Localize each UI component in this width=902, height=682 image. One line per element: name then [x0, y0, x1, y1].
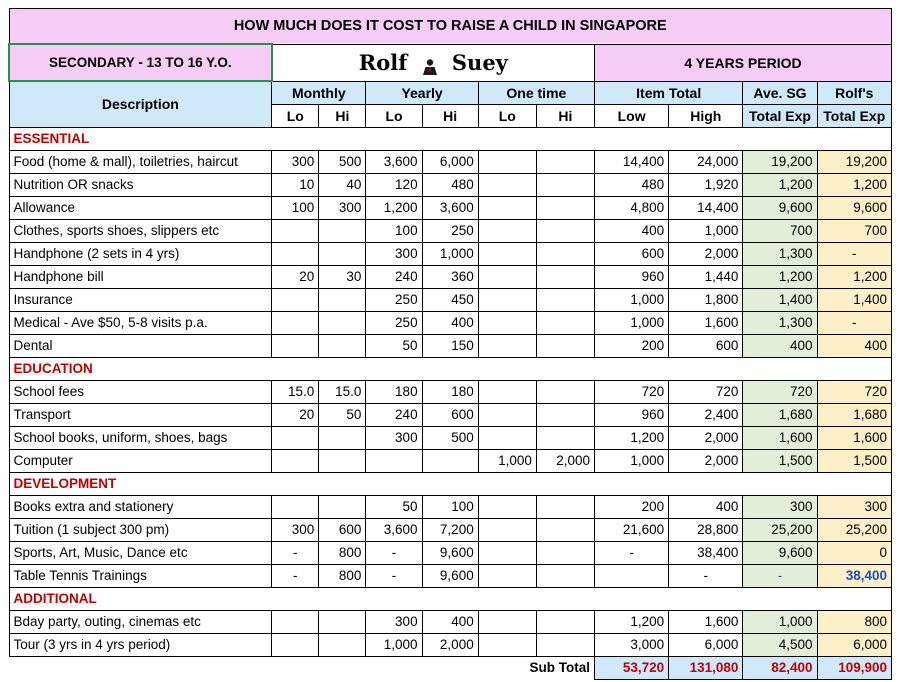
cell-description[interactable]: Insurance [9, 288, 272, 311]
logo-right: Suey [451, 50, 508, 75]
table-row [9, 219, 892, 242]
yearly-header[interactable]: Yearly [366, 81, 478, 104]
logo [272, 44, 595, 81]
cell-one-time-lo[interactable] [478, 196, 536, 219]
cell-rolfs-total[interactable]: 300 [817, 495, 891, 518]
cell-description[interactable]: School fees [9, 380, 272, 403]
cell-yearly-hi[interactable]: 500 [422, 426, 478, 449]
yearly-hi-header[interactable]: Hi [422, 104, 478, 127]
cell-description[interactable]: Dental [9, 334, 272, 357]
cell-yearly-hi[interactable]: 9,600 [422, 564, 478, 587]
cell-monthly-lo[interactable]: 100 [272, 196, 319, 219]
cell-item-high[interactable]: 400 [669, 495, 743, 518]
cell-rolfs-total[interactable]: 1,200 [817, 173, 891, 196]
cell-monthly-lo[interactable]: 15.0 [272, 380, 319, 403]
cell-rolfs-total[interactable]: 1,200 [817, 265, 891, 288]
cell-monthly-lo[interactable]: 300 [272, 150, 319, 173]
cell-one-time-hi[interactable] [536, 288, 594, 311]
cell-ave-sg-total[interactable]: - [743, 564, 817, 587]
cell-rolfs-total[interactable]: 1,600 [817, 426, 891, 449]
item-low-header[interactable]: Low [595, 104, 669, 127]
period-label[interactable]: 4 YEARS PERIOD [595, 44, 892, 81]
cell-yearly-lo[interactable] [366, 449, 422, 472]
cell-yearly-hi[interactable]: 150 [422, 334, 478, 357]
item-total-header[interactable]: Item Total [595, 81, 743, 104]
one-time-header[interactable]: One time [478, 81, 594, 104]
cell-monthly-hi[interactable]: 500 [319, 150, 366, 173]
cell-one-time-hi[interactable] [536, 541, 594, 564]
cell-monthly-lo[interactable]: 20 [272, 265, 319, 288]
title-row [9, 9, 892, 45]
cell-rolfs-total[interactable]: 0 [817, 541, 891, 564]
table-row [9, 173, 892, 196]
cell-one-time-hi[interactable] [536, 219, 594, 242]
monthly-lo-header[interactable]: Lo [272, 104, 319, 127]
cell-yearly-lo[interactable]: 300 [366, 426, 422, 449]
cell-one-time-hi[interactable] [536, 380, 594, 403]
cell-description[interactable]: Handphone bill [9, 265, 272, 288]
cell-item-high[interactable]: 2,000 [669, 242, 743, 265]
cell-one-time-lo[interactable] [478, 633, 536, 656]
cell-description[interactable]: Food (home & mall), toiletries, haircut [9, 150, 272, 173]
cell-item-low[interactable]: 1,200 [595, 426, 669, 449]
cell-ave-sg-total[interactable]: 1,500 [743, 449, 817, 472]
cell-ave-sg-total[interactable]: 19,200 [743, 150, 817, 173]
table-row [9, 196, 892, 219]
cell-monthly-lo[interactable] [272, 426, 319, 449]
subtotal-label: Sub Total [529, 660, 590, 676]
description-header[interactable]: Description [9, 81, 272, 127]
subtotal-high[interactable]: 131,080 [669, 656, 743, 679]
cell-monthly-lo[interactable] [272, 242, 319, 265]
cell-monthly-hi[interactable] [319, 610, 366, 633]
cell-yearly-hi[interactable]: 450 [422, 288, 478, 311]
cell-rolfs-total[interactable]: - [817, 311, 891, 334]
cell-one-time-hi[interactable]: 2,000 [536, 449, 594, 472]
cell-item-low[interactable]: 960 [595, 265, 669, 288]
cell-rolfs-total[interactable]: 400 [817, 334, 891, 357]
cell-ave-sg-total[interactable]: 4,500 [743, 633, 817, 656]
cell-ave-sg-total[interactable]: 720 [743, 380, 817, 403]
cell-yearly-hi[interactable]: 6,000 [422, 150, 478, 173]
cell-yearly-lo[interactable]: 300 [366, 610, 422, 633]
cell-yearly-hi[interactable]: 400 [422, 610, 478, 633]
cell-yearly-hi[interactable]: 100 [422, 495, 478, 518]
monthly-header[interactable]: Monthly [272, 81, 366, 104]
cell-ave-sg-total[interactable]: 9,600 [743, 541, 817, 564]
cell-monthly-hi[interactable]: 30 [319, 265, 366, 288]
cell-description[interactable]: Nutrition OR snacks [9, 173, 272, 196]
sheet-title[interactable]: HOW MUCH DOES IT COST TO RAISE A CHILD IN SINGAPORE [9, 9, 892, 45]
cell-description[interactable]: Clothes, sports shoes, slippers etc [9, 219, 272, 242]
cell-one-time-lo[interactable]: 1,000 [478, 449, 536, 472]
cell-item-high[interactable]: 600 [669, 334, 743, 357]
cell-ave-sg-total[interactable]: 1,400 [743, 288, 817, 311]
cell-one-time-hi[interactable] [536, 311, 594, 334]
table-row [9, 633, 892, 656]
cell-description[interactable]: Allowance [9, 196, 272, 219]
section-row-additional [9, 587, 892, 610]
cell-ave-sg-total[interactable]: 1,000 [743, 610, 817, 633]
cell-description[interactable]: Table Tennis Trainings [9, 564, 272, 587]
cell-one-time-lo[interactable] [478, 288, 536, 311]
cell-monthly-hi[interactable] [319, 334, 366, 357]
cell-one-time-hi[interactable] [536, 518, 594, 541]
secondary-label[interactable]: SECONDARY - 13 TO 16 Y.O. [9, 44, 272, 81]
cell-monthly-lo[interactable] [272, 311, 319, 334]
column-header-row-1 [9, 81, 892, 104]
table-row [9, 426, 892, 449]
cell-item-high[interactable]: 6,000 [669, 633, 743, 656]
cell-ave-sg-total[interactable]: 400 [743, 334, 817, 357]
cell-one-time-hi[interactable] [536, 610, 594, 633]
cell-rolfs-total[interactable]: 1,680 [817, 403, 891, 426]
cell-item-low[interactable]: 4,800 [595, 196, 669, 219]
table-row [9, 610, 892, 633]
cell-monthly-hi[interactable] [319, 426, 366, 449]
cell-description[interactable]: Medical - Ave $50, 5-8 visits p.a. [9, 311, 272, 334]
cell-item-high[interactable]: 2,000 [669, 449, 743, 472]
cell-monthly-lo[interactable] [272, 495, 319, 518]
table-row [9, 564, 892, 587]
cell-monthly-hi[interactable] [319, 242, 366, 265]
subtotal-rolfs[interactable]: 109,900 [817, 656, 891, 679]
section-row-education [9, 357, 892, 380]
cell-item-low[interactable]: 200 [595, 334, 669, 357]
cell-item-low[interactable]: 1,000 [595, 449, 669, 472]
table-row [9, 150, 892, 173]
cell-one-time-lo[interactable] [478, 541, 536, 564]
cell-one-time-lo[interactable] [478, 242, 536, 265]
cell-description[interactable]: Handphone (2 sets in 4 yrs) [9, 242, 272, 265]
cell-yearly-hi[interactable]: 480 [422, 173, 478, 196]
cell-monthly-hi[interactable]: 300 [319, 196, 366, 219]
cell-one-time-hi[interactable] [536, 426, 594, 449]
cell-rolfs-total[interactable]: 700 [817, 219, 891, 242]
cell-one-time-lo[interactable] [478, 173, 536, 196]
cell-item-high[interactable]: - [669, 564, 743, 587]
cell-rolfs-total[interactable]: 6,000 [817, 633, 891, 656]
rolfs-header[interactable]: Rolf's [817, 81, 891, 104]
cell-one-time-hi[interactable] [536, 173, 594, 196]
cell-yearly-lo[interactable]: 3,600 [366, 518, 422, 541]
cell-monthly-hi[interactable]: 15.0 [319, 380, 366, 403]
cell-item-high[interactable]: 1,000 [669, 219, 743, 242]
table-row [9, 541, 892, 564]
table-row [9, 380, 892, 403]
cell-rolfs-total[interactable]: 1,400 [817, 288, 891, 311]
cell-monthly-lo[interactable]: 20 [272, 403, 319, 426]
cell-one-time-hi[interactable] [536, 334, 594, 357]
cell-monthly-hi[interactable] [319, 449, 366, 472]
table-row [9, 242, 892, 265]
cell-monthly-hi[interactable]: 600 [319, 518, 366, 541]
cell-description[interactable]: Computer [9, 449, 272, 472]
cell-item-high[interactable]: 1,800 [669, 288, 743, 311]
cell-ave-sg-total[interactable]: 1,200 [743, 265, 817, 288]
cell-ave-sg-total[interactable]: 25,200 [743, 518, 817, 541]
cell-ave-sg-total[interactable]: 300 [743, 495, 817, 518]
cell-one-time-lo[interactable] [478, 610, 536, 633]
cell-item-low[interactable]: 1,000 [595, 288, 669, 311]
cell-one-time-hi[interactable] [536, 242, 594, 265]
cell-item-high[interactable]: 1,600 [669, 610, 743, 633]
cell-monthly-hi[interactable] [319, 219, 366, 242]
cell-yearly-lo[interactable]: - [366, 541, 422, 564]
cell-item-high[interactable]: 38,400 [669, 541, 743, 564]
table-row [9, 288, 892, 311]
cell-description[interactable]: Sports, Art, Music, Dance etc [9, 541, 272, 564]
cell-yearly-lo[interactable]: 250 [366, 311, 422, 334]
table-row [9, 518, 892, 541]
item-high-header[interactable]: High [669, 104, 743, 127]
cell-item-low[interactable]: 21,600 [595, 518, 669, 541]
cell-rolfs-total[interactable]: - [817, 242, 891, 265]
ave-sg-header[interactable]: Ave. SG [743, 81, 817, 104]
table-row [9, 311, 892, 334]
cell-one-time-lo[interactable] [478, 403, 536, 426]
cell-monthly-hi[interactable] [319, 633, 366, 656]
section-label[interactable]: DEVELOPMENT [9, 472, 892, 495]
cell-ave-sg-total[interactable]: 1,300 [743, 311, 817, 334]
cell-yearly-lo[interactable]: 1,000 [366, 633, 422, 656]
cell-monthly-hi[interactable] [319, 495, 366, 518]
cell-item-high[interactable]: 1,600 [669, 311, 743, 334]
cell-yearly-hi[interactable]: 9,600 [422, 541, 478, 564]
person-silhouette-icon [421, 56, 439, 74]
cell-description[interactable]: Tuition (1 subject 300 pm) [9, 518, 272, 541]
cell-item-low[interactable]: 720 [595, 380, 669, 403]
cell-item-low[interactable]: 3,000 [595, 633, 669, 656]
section-label[interactable]: ESSENTIAL [9, 127, 892, 150]
logo-left: Rolf [358, 50, 408, 75]
table-row [9, 334, 892, 357]
cell-item-high[interactable]: 2,000 [669, 426, 743, 449]
table-row [9, 495, 892, 518]
cell-yearly-hi[interactable]: 600 [422, 403, 478, 426]
subtotal-low[interactable]: 53,720 [595, 656, 669, 679]
cell-one-time-lo[interactable] [478, 265, 536, 288]
cell-monthly-lo[interactable]: 10 [272, 173, 319, 196]
cell-one-time-hi[interactable] [536, 495, 594, 518]
cell-item-high[interactable]: 24,000 [669, 150, 743, 173]
cell-yearly-lo[interactable]: 180 [366, 380, 422, 403]
cell-one-time-hi[interactable] [536, 196, 594, 219]
cell-yearly-hi[interactable]: 1,000 [422, 242, 478, 265]
cell-one-time-lo[interactable] [478, 380, 536, 403]
cell-item-low[interactable]: 1,000 [595, 311, 669, 334]
cell-item-low[interactable]: 600 [595, 242, 669, 265]
cell-yearly-hi[interactable] [422, 449, 478, 472]
cell-description[interactable]: School books, uniform, shoes, bags [9, 426, 272, 449]
section-label[interactable]: ADDITIONAL [9, 587, 892, 610]
cell-ave-sg-total[interactable]: 1,200 [743, 173, 817, 196]
cell-item-low[interactable]: 400 [595, 219, 669, 242]
cell-ave-sg-total[interactable]: 700 [743, 219, 817, 242]
cell-yearly-hi[interactable]: 360 [422, 265, 478, 288]
cell-yearly-hi[interactable]: 7,200 [422, 518, 478, 541]
cell-monthly-hi[interactable] [319, 311, 366, 334]
cell-yearly-hi[interactable]: 400 [422, 311, 478, 334]
cell-item-high[interactable]: 28,800 [669, 518, 743, 541]
section-label[interactable]: EDUCATION [9, 357, 892, 380]
cell-one-time-hi[interactable] [536, 633, 594, 656]
cell-monthly-lo[interactable] [272, 449, 319, 472]
cell-one-time-lo[interactable] [478, 334, 536, 357]
cell-description[interactable]: Tour (3 yrs in 4 yrs period) [9, 633, 272, 656]
cell-ave-sg-total[interactable]: 1,300 [743, 242, 817, 265]
cell-yearly-lo[interactable]: 240 [366, 265, 422, 288]
cell-item-low[interactable] [595, 564, 669, 587]
cell-yearly-hi[interactable]: 3,600 [422, 196, 478, 219]
cell-monthly-hi[interactable]: 40 [319, 173, 366, 196]
cell-item-high[interactable]: 14,400 [669, 196, 743, 219]
section-row-essential [9, 127, 892, 150]
cell-item-high[interactable]: 1,440 [669, 265, 743, 288]
cell-ave-sg-total[interactable]: 9,600 [743, 196, 817, 219]
cell-one-time-hi[interactable] [536, 403, 594, 426]
cell-one-time-lo[interactable] [478, 311, 536, 334]
cell-one-time-lo[interactable] [478, 495, 536, 518]
cell-rolfs-total[interactable]: 9,600 [817, 196, 891, 219]
rolfs-total-header[interactable]: Total Exp [817, 104, 891, 127]
cell-monthly-lo[interactable]: - [272, 541, 319, 564]
cell-description[interactable]: Books extra and stationery [9, 495, 272, 518]
cell-rolfs-total[interactable]: 720 [817, 380, 891, 403]
cell-yearly-hi[interactable]: 250 [422, 219, 478, 242]
cell-item-low[interactable]: 480 [595, 173, 669, 196]
cell-yearly-lo[interactable]: - [366, 564, 422, 587]
cell-one-time-hi[interactable] [536, 150, 594, 173]
cell-yearly-lo[interactable]: 300 [366, 242, 422, 265]
cell-yearly-lo[interactable]: 240 [366, 403, 422, 426]
cell-monthly-lo[interactable] [272, 633, 319, 656]
cell-yearly-lo[interactable]: 250 [366, 288, 422, 311]
cell-yearly-lo[interactable]: 50 [366, 334, 422, 357]
cost-table [8, 8, 892, 680]
cell-monthly-hi[interactable] [319, 288, 366, 311]
ave-sg-total-header[interactable]: Total Exp [743, 104, 817, 127]
cell-item-high[interactable]: 1,920 [669, 173, 743, 196]
cell-yearly-lo[interactable]: 100 [366, 219, 422, 242]
cell-yearly-hi[interactable]: 2,000 [422, 633, 478, 656]
cell-monthly-lo[interactable] [272, 288, 319, 311]
one-time-hi-header[interactable]: Hi [536, 104, 594, 127]
cell-monthly-hi[interactable]: 800 [319, 564, 366, 587]
cell-description[interactable]: Transport [9, 403, 272, 426]
cell-one-time-lo[interactable] [478, 219, 536, 242]
cell-one-time-hi[interactable] [536, 265, 594, 288]
cell-item-high[interactable]: 720 [669, 380, 743, 403]
cell-rolfs-total[interactable]: 25,200 [817, 518, 891, 541]
cell-one-time-lo[interactable] [478, 564, 536, 587]
table-row [9, 265, 892, 288]
cell-one-time-hi[interactable] [536, 564, 594, 587]
subheader-row [9, 44, 892, 81]
cell-description[interactable]: Bday party, outing, cinemas etc [9, 610, 272, 633]
cell-rolfs-total[interactable]: 19,200 [817, 150, 891, 173]
table-row [9, 403, 892, 426]
cell-item-low[interactable]: 14,400 [595, 150, 669, 173]
cell-yearly-lo[interactable]: 50 [366, 495, 422, 518]
cell-yearly-lo[interactable]: 120 [366, 173, 422, 196]
cell-ave-sg-total[interactable]: 1,600 [743, 426, 817, 449]
cell-one-time-lo[interactable] [478, 150, 536, 173]
yearly-lo-header[interactable]: Lo [366, 104, 422, 127]
cell-item-low[interactable]: 960 [595, 403, 669, 426]
cell-item-low[interactable]: 200 [595, 495, 669, 518]
cell-monthly-lo[interactable] [272, 219, 319, 242]
cell-one-time-lo[interactable] [478, 426, 536, 449]
cell-one-time-lo[interactable] [478, 518, 536, 541]
cell-yearly-hi[interactable]: 180 [422, 380, 478, 403]
cell-yearly-lo[interactable]: 3,600 [366, 150, 422, 173]
cell-rolfs-total[interactable]: 800 [817, 610, 891, 633]
cell-rolfs-total[interactable]: 38,400 [817, 564, 891, 587]
table-row [9, 449, 892, 472]
cell-ave-sg-total[interactable]: 1,680 [743, 403, 817, 426]
cell-monthly-hi[interactable]: 50 [319, 403, 366, 426]
one-time-lo-header[interactable]: Lo [478, 104, 536, 127]
subtotal-ave-sg[interactable]: 82,400 [743, 656, 817, 679]
cell-monthly-hi[interactable]: 800 [319, 541, 366, 564]
cell-item-low[interactable]: - [595, 541, 669, 564]
cell-monthly-lo[interactable] [272, 610, 319, 633]
cell-monthly-lo[interactable]: 300 [272, 518, 319, 541]
cell-item-high[interactable]: 2,400 [669, 403, 743, 426]
cell-item-low[interactable]: 1,200 [595, 610, 669, 633]
section-row-development [9, 472, 892, 495]
monthly-hi-header[interactable]: Hi [319, 104, 366, 127]
cell-yearly-lo[interactable]: 1,200 [366, 196, 422, 219]
cell-monthly-lo[interactable]: - [272, 564, 319, 587]
cell-monthly-lo[interactable] [272, 334, 319, 357]
cell-rolfs-total[interactable]: 1,500 [817, 449, 891, 472]
subtotal-row [9, 656, 892, 679]
